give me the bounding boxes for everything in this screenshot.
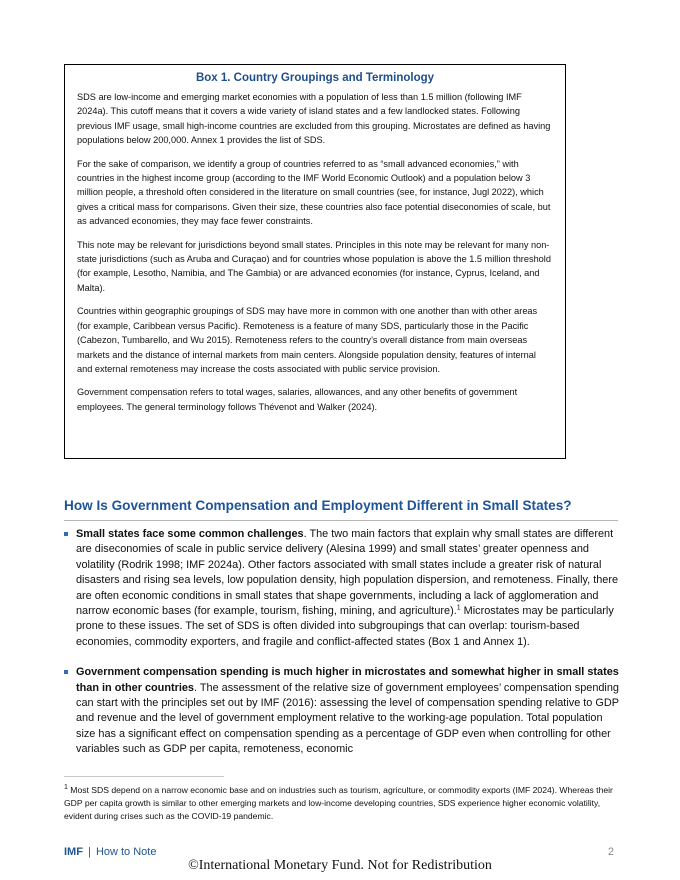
page-number: 2 — [607, 846, 614, 858]
box-paragraph-4: Countries within geographic groupings of SDS may have more in common with one another than with other areas (for example, Caribbean versus Pacific). Remoteness is a feature of many SDS, particularly those in the Pacific (Cabezon, Tumbarello, and Wu 2015). Remoteness refers to the country’s overall distance from main overseas markets and the distance of internal markets from main centers. Alongside population density, features of internal and external remoteness may increase the costs associated with public service provision. — [77, 306, 538, 374]
box-title: Box 1. Country Groupings and Terminology — [195, 72, 435, 84]
footnote-divider — [64, 776, 224, 777]
bullet-marker-icon — [64, 670, 68, 674]
footnote-number: 1 — [64, 784, 68, 792]
bullet-1-text-after: Microstates may be particularly prone to these issues. The set of SDS is often divided into subgroupings that can overlap: tourism-based economies, commodity exporters, and fragile and conflict-affected states (Box 1 and Annex 1). — [76, 605, 614, 648]
footnote-ref-1[interactable]: 1 — [456, 604, 461, 612]
bullet-2-lead: Government compensation spending is much higher in microstates and somewhat higher in small states than in other countries — [76, 666, 619, 694]
box-paragraph-2: For the sake of comparison, we identify a group of countries referred to as “small advanced economies,” with countries in the highest income group (according to the IMF World Economic Outlook) and a population below 3 million people, a threshold often considered in the literature on small countries (see, for instance, Jugl 2022), which gives a critical mass for comparisons. Given their size, these countries also face potential diseconomies of scale, but as advanced economies, they may face fewer constraints. — [77, 158, 551, 227]
bullet-item-1 — [64, 527, 620, 650]
bullet-marker-icon — [64, 532, 68, 536]
section-heading: How Is Government Compensation and Employment Different in Small States? — [64, 498, 572, 513]
box-paragraph-5: Government compensation refers to total wages, salaries, allowances, and any other benefits of government employees. The general terminology follows Thévenot and Walker (2024). — [77, 387, 518, 412]
bullet-1-lead: Small states face some common challenges — [76, 528, 304, 540]
footnote-1 — [64, 784, 616, 823]
copyright-notice: ©International Monetary Fund. Not for Redistribution — [188, 858, 492, 873]
country-groupings-box — [64, 64, 566, 459]
section-divider — [64, 520, 618, 521]
box-paragraph-1: SDS are low-income and emerging market economies with a population of less than 1.5 million (following IMF 2024a). This cutoff means that it covers a wide variety of island states and a few landlocked states. Following previous IMF usage, small high-income countries are excluded from this grouping. Microstates are defined as having populations below 200,000. Annex 1 provides the list of SDS. — [77, 92, 551, 146]
bullet-list — [64, 527, 620, 773]
footnote-text: Most SDS depend on a narrow economic base and on industries such as tourism, agriculture, or commodity exports (IMF 2024). Whereas their GDP per capita growth is similar to other emerging markets and low-income developing countries, SDS experience higher economic volatility, evident during crises such as the COVID-19 pandemic. — [64, 785, 613, 821]
bullet-item-2 — [64, 665, 620, 757]
bullet-2-text: . The assessment of the relative size of government employees’ compensation spending can start with the principles set out by IMF (2016): assessing the level of compensation spending relative to GDP and revenue and the level of government employment relative to the working-age population. Total population size has a significant effect on compensation spending as a percentage of GDP even when controlling for other variables such as GDP per capita, remoteness, economic — [76, 681, 619, 756]
bullet-1-text: . The two main factors that explain why small states are different are diseconomies of scale in public service delivery (Alesina 1999) and small states’ greater openness and volatility (Rodrik 1998; IMF 2024a). Other factors associated with small states include a greater risk of natural disasters and rising sea levels, low population density, high population dispersion, and remoteness. Finally, there are often economic conditions in small states that shape governments, including a lack of agglomeration and narrow economic bases (for example, tourism, fishing, mining, and agriculture). — [76, 528, 619, 618]
box-paragraph-3: This note may be relevant for jurisdictions beyond small states. Principles in this note may be relevant for many non-state jurisdictions (such as Aruba and Curaçao) and for countries whose population is above the 1.5 million threshold (for example, Lesotho, Namibia, and The Gambia) or are advanced economies (for instance, Cyprus, Iceland, and Malta). — [77, 239, 551, 293]
footer-series-name: How to Note — [95, 846, 157, 858]
footer-brand: IMF — [64, 846, 83, 858]
footer-separator: | — [88, 846, 91, 858]
